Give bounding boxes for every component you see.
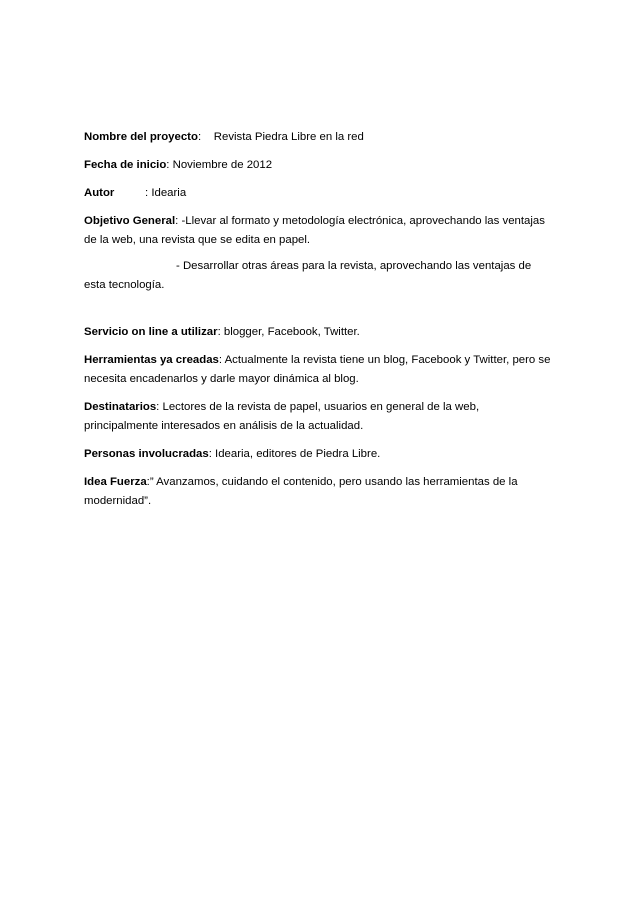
blank-line xyxy=(84,304,554,323)
online-service-value: : blogger, Facebook, Twitter. xyxy=(217,326,360,338)
tools-label: Herramientas ya creadas xyxy=(84,354,219,366)
people-value: : Idearia, editores de Piedra Libre. xyxy=(208,448,381,460)
author-label: Autor xyxy=(84,187,115,199)
people-label: Personas involucradas xyxy=(84,448,209,460)
author-line xyxy=(84,184,554,203)
objective-value-1: : -Llevar al formato y metodología electrónica, aprovechando las ventajas de la web, una revista que se edita en papel. xyxy=(84,215,545,246)
key-idea-value: :” Avanzamos, cuidando el contenido, pero usando las herramientas de la modernidad”. xyxy=(84,476,518,507)
audience-label: Destinatarios xyxy=(84,401,157,413)
objective-value-2: - Desarrollar otras áreas para la revista, aprovechando las ventajas de esta tecnología. xyxy=(84,260,532,291)
audience-line xyxy=(84,398,554,436)
project-name-line xyxy=(84,128,554,147)
objective-label: Objetivo General xyxy=(84,215,176,227)
start-date-label: Fecha de inicio xyxy=(84,159,167,171)
document-page xyxy=(84,128,554,520)
start-date-value: : Noviembre de 2012 xyxy=(166,159,273,171)
project-name-value: : Revista Piedra Libre en la red xyxy=(197,131,364,143)
online-service-label: Servicio on line a utilizar xyxy=(84,326,218,338)
key-idea-line xyxy=(84,473,554,511)
people-line xyxy=(84,445,554,464)
author-value: : Idearia xyxy=(145,187,187,199)
objective-line xyxy=(84,212,554,250)
key-idea-label: Idea Fuerza xyxy=(84,476,147,488)
tools-line xyxy=(84,351,554,389)
start-date-line xyxy=(84,156,554,175)
online-service-line xyxy=(84,323,554,342)
audience-value: : Lectores de la revista de papel, usuarios en general de la web, principalmente interesados en análisis de la actualidad. xyxy=(84,401,480,432)
tools-value: : Actualmente la revista tiene un blog, Facebook y Twitter, pero se necesita encadenarlos y darle mayor dinámica al blog. xyxy=(84,354,551,385)
objective-line-2 xyxy=(84,257,554,295)
project-name-label: Nombre del proyecto xyxy=(84,131,198,143)
